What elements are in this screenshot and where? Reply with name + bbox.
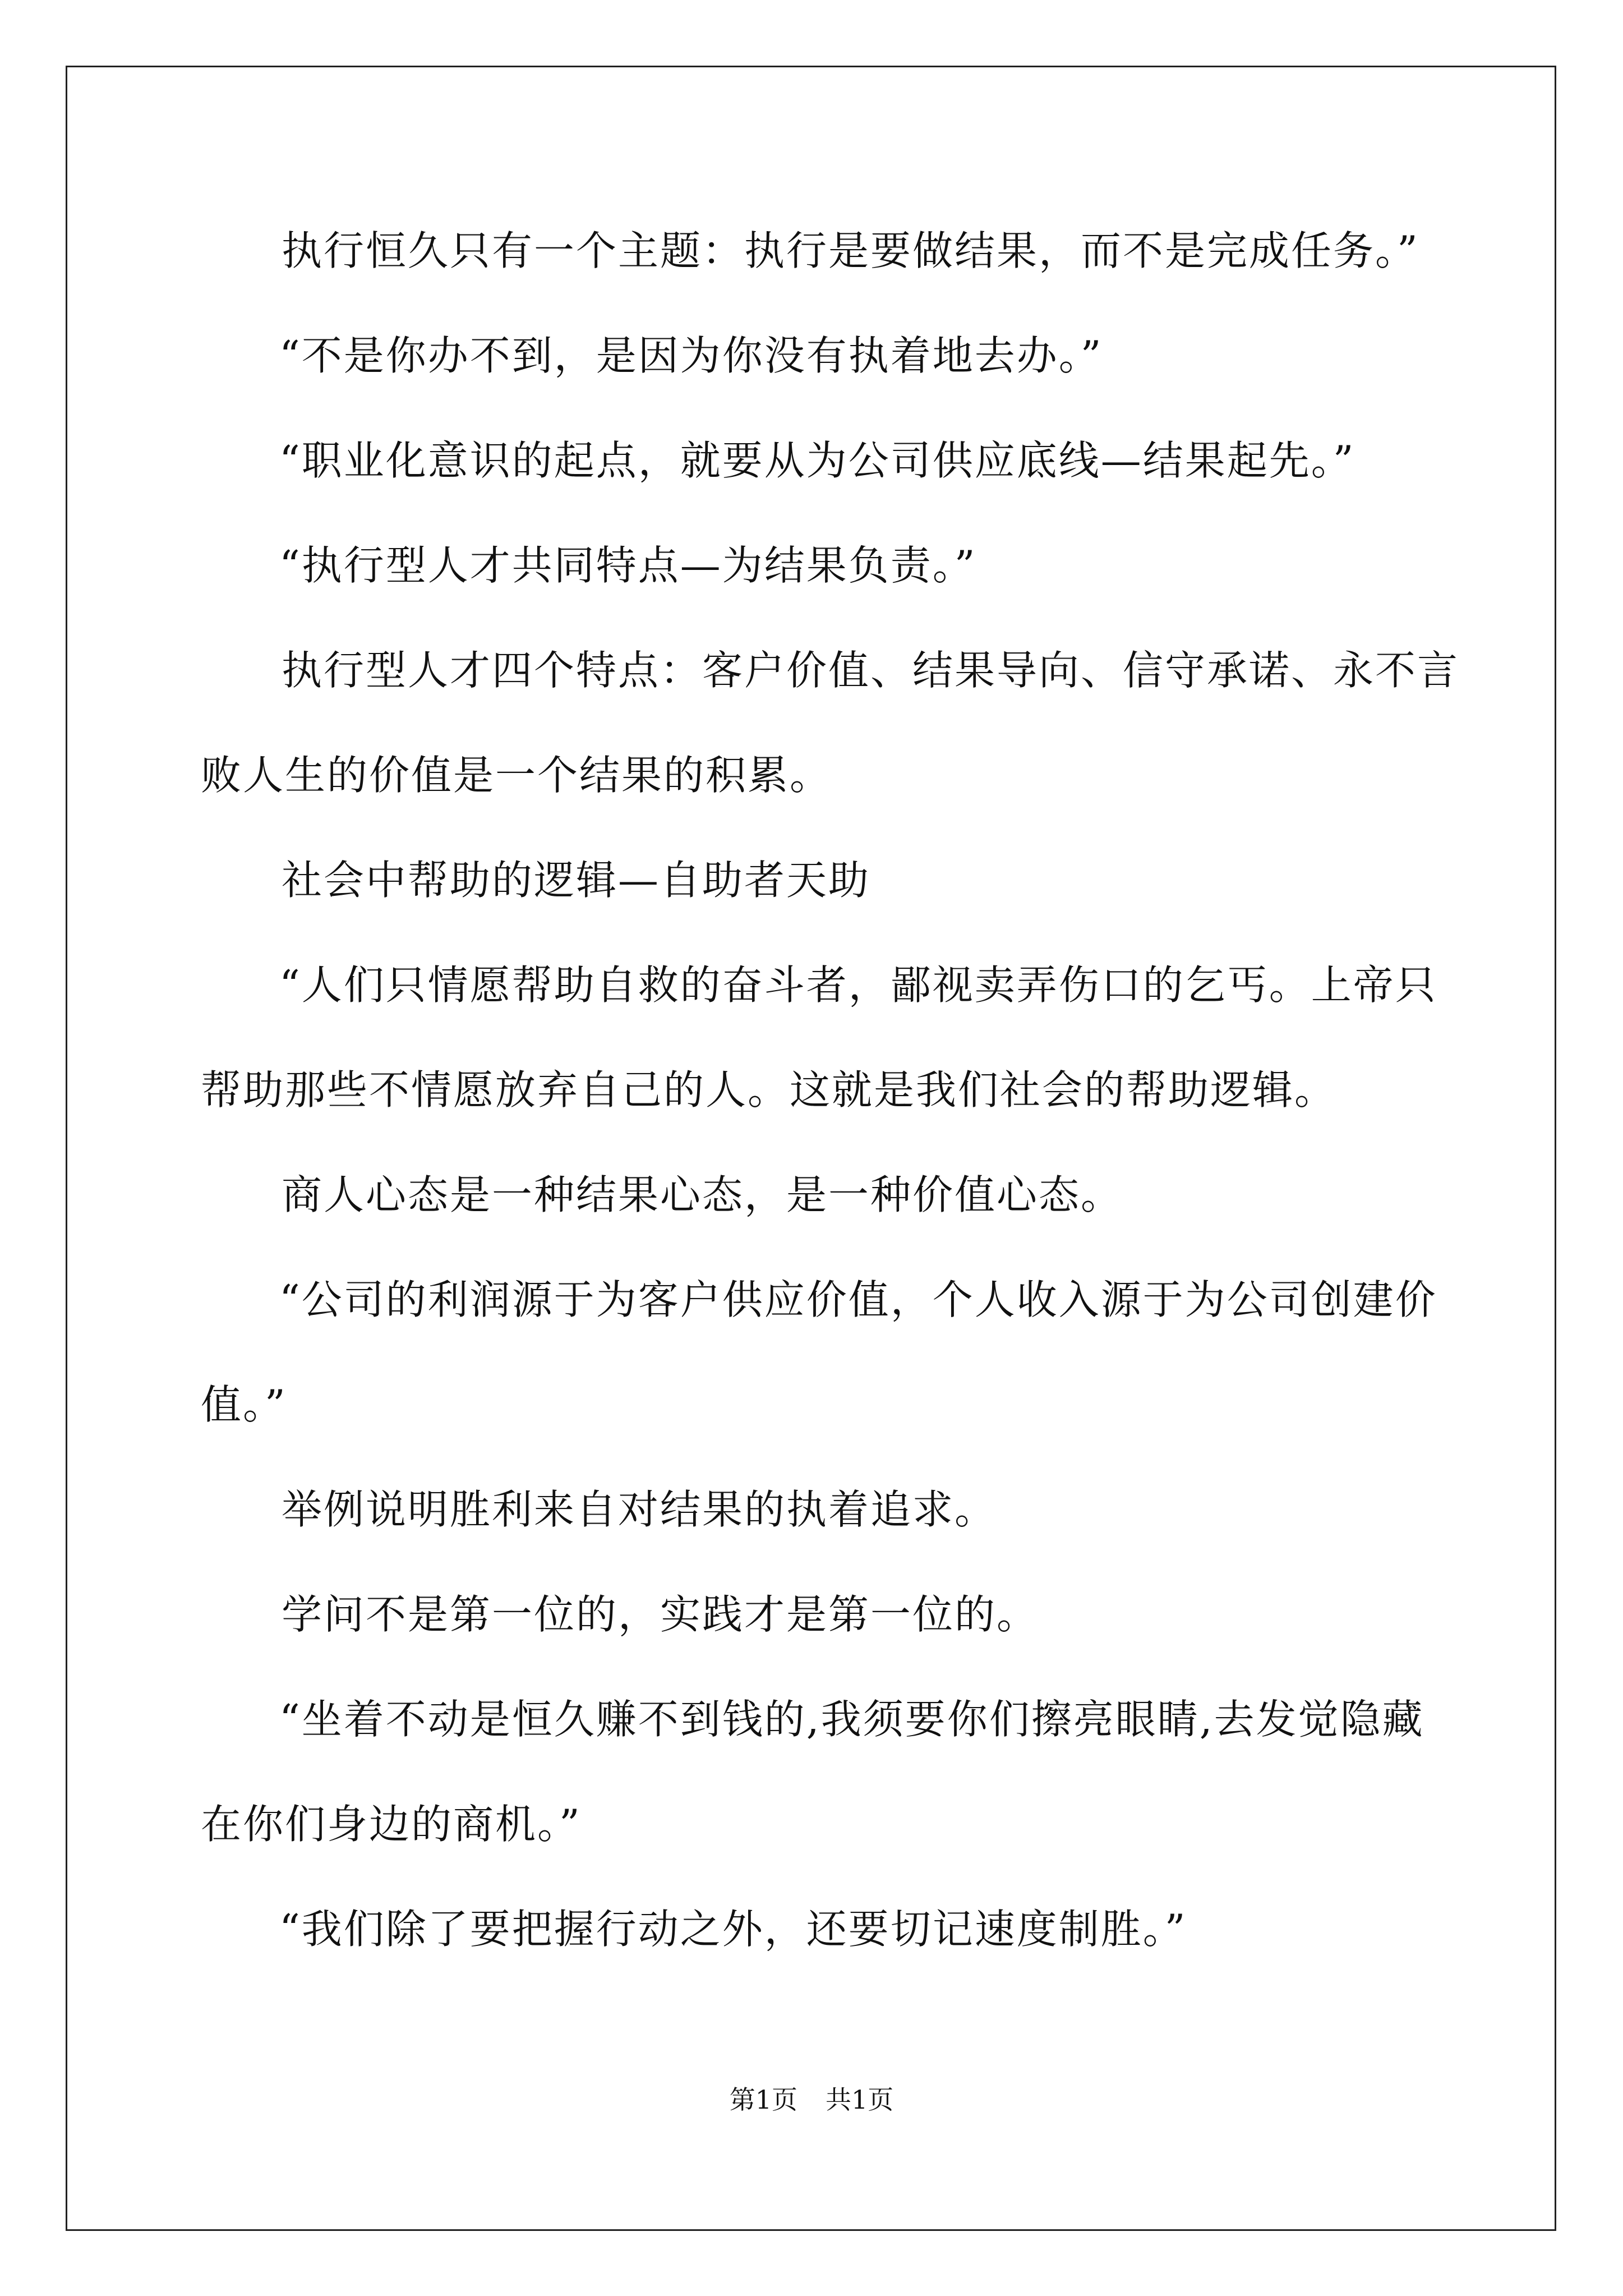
paragraph-11: 学问不是第一位的，实践才是第一位的。 (282, 1591, 1039, 1638)
paragraph-13: “我们除了要把握行动之外，还要切记速度制胜。” (279, 1906, 1187, 1953)
paragraph-2: “不是你办不到，是因为你没有执着地去办。” (279, 332, 1103, 379)
paragraph-9: “公司的利润源于为客户供应价值，个人收入源于为公司创建价 (279, 1276, 1437, 1323)
paragraph-12-continued: 在你们身边的商机。” (201, 1801, 582, 1848)
paragraph-3: “职业化意识的起点，就要从为公司供应底线—结果起先。” (279, 437, 1355, 484)
page-footer (0, 2087, 1623, 2113)
paragraph-9-continued: 值。” (201, 1381, 287, 1428)
paragraph-5-continued: 败人生的价值是一个结果的积累。 (201, 752, 832, 799)
paragraph-8: 商人心态是一种结果心态，是一种价值心态。 (282, 1171, 1123, 1218)
paragraph-5: 执行型人才四个特点：客户价值、结果导向、信守承诺、永不言 (282, 647, 1460, 694)
paragraph-10: 举例说明胜利来自对结果的执着追求。 (282, 1486, 997, 1533)
paragraph-12: “坐着不动是恒久赚不到钱的,我须要你们擦亮眼睛,去发觉隐藏 (279, 1696, 1424, 1743)
paragraph-7: “人们只情愿帮助自救的奋斗者，鄙视卖弄伤口的乞丐。上帝只 (279, 961, 1437, 1009)
paragraph-4: “执行型人才共同特点—为结果负责。” (279, 542, 977, 589)
paragraph-1: 执行恒久只有一个主题：执行是要做结果，而不是完成任务。” (282, 227, 1419, 274)
page-number: 第1页 (729, 2085, 797, 2115)
paragraph-7-continued: 帮助那些不情愿放弃自己的人。这就是我们社会的帮助逻辑。 (201, 1066, 1337, 1114)
paragraph-6: 社会中帮助的逻辑—自助者天助 (282, 857, 871, 904)
page-total: 共1页 (826, 2085, 894, 2115)
